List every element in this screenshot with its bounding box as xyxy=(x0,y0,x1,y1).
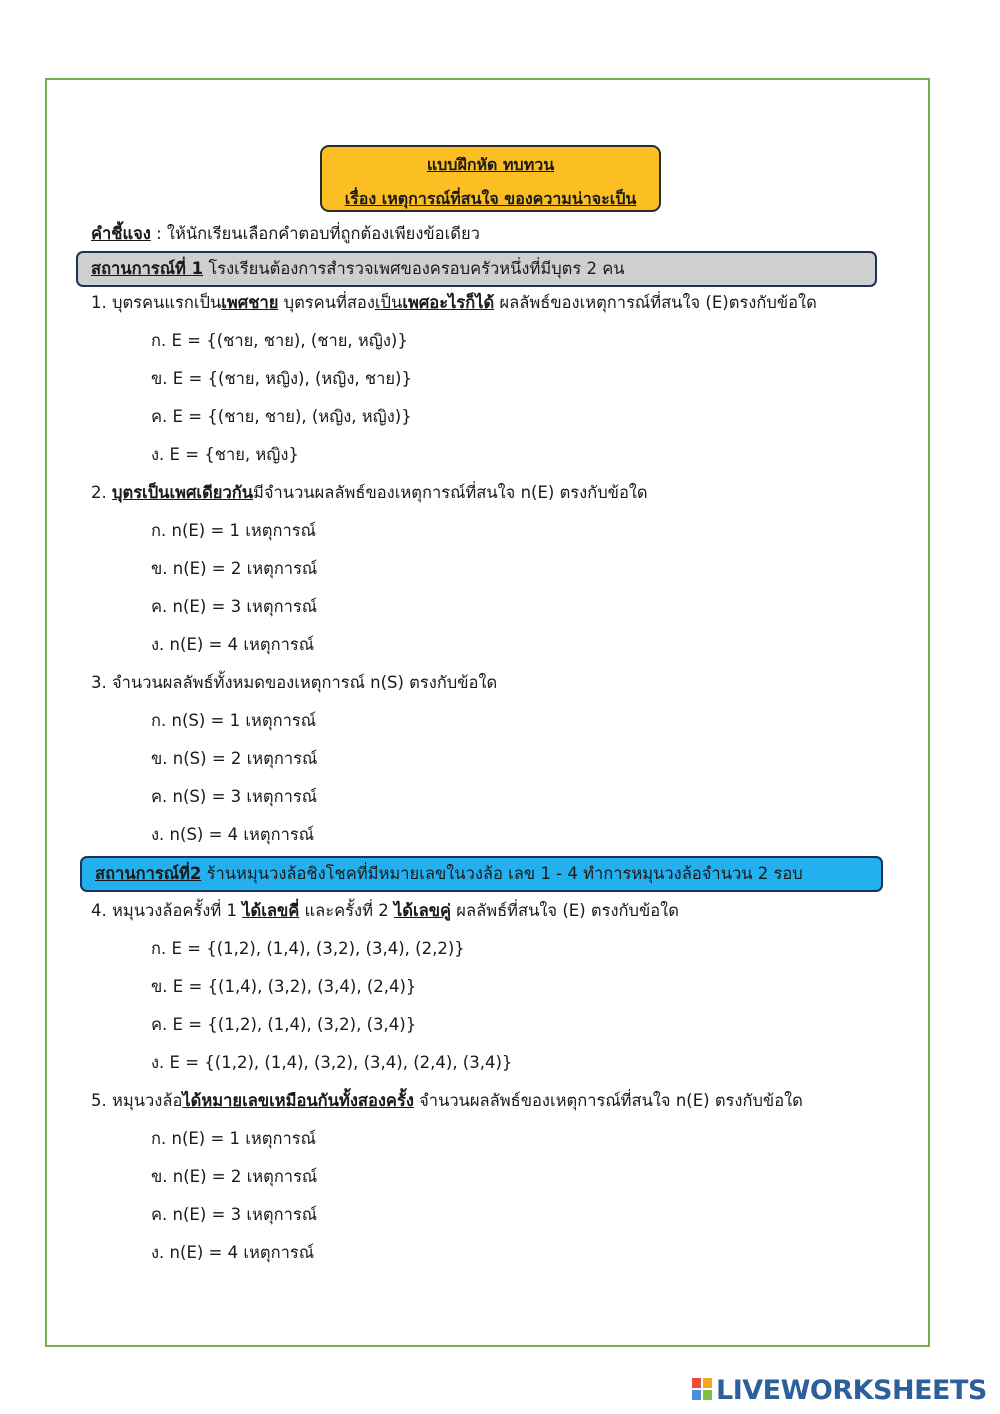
q2-option-1: ก. n(E) = 1 เหตุการณ์ xyxy=(151,521,316,540)
q4-emphasis-1: ได้เลขคี่ xyxy=(242,901,300,920)
situation-1-label: สถานการณ์ที่ 1 xyxy=(91,259,204,278)
q2-option-4: ง. n(E) = 4 เหตุการณ์ xyxy=(151,635,315,654)
q4-emphasis-2: ได้เลขคู่ xyxy=(393,901,452,920)
q1-option-1: ก. E = {(ชาย, ชาย), (ชาย, หญิง)} xyxy=(151,331,408,350)
q4-option-1: ก. E = {(1,2), (1,4), (3,2), (3,4), (2,2)} xyxy=(151,939,465,958)
title-line-1: แบบฝึกหัด ทบทวน xyxy=(426,155,555,174)
situation-1-box xyxy=(76,251,877,287)
q2-suffix: มีจำนวนผลลัพธ์ของเหตุการณ์ที่สนใจ n(E) ตรงกับข้อใด xyxy=(253,483,648,502)
q5-option-3: ค. n(E) = 3 เหตุการณ์ xyxy=(151,1205,317,1224)
q3-option-1: ก. n(S) = 1 เหตุการณ์ xyxy=(151,711,316,730)
q5-emphasis: ได้หมายเลขเหมือนกันทั้งสองครั้ง xyxy=(182,1091,414,1110)
title-box xyxy=(320,145,661,212)
q4-option-3: ค. E = {(1,2), (1,4), (3,2), (3,4)} xyxy=(151,1015,417,1034)
q4-prefix: 4. หมุนวงล้อครั้งที่ 1 xyxy=(91,901,243,920)
q2-emphasis: บุตรเป็นเพศเดียวกัน xyxy=(112,483,253,502)
situation-2-label: สถานการณ์ที่2 xyxy=(95,864,202,883)
q1-option-4: ง. E = {ชาย, หญิง} xyxy=(151,445,299,464)
q2-option-3: ค. n(E) = 3 เหตุการณ์ xyxy=(151,597,317,616)
situation-2-box xyxy=(80,856,883,892)
q1-middle: บุตรคนที่สอง xyxy=(278,293,375,312)
question-3: 3. จำนวนผลลัพธ์ทั้งหมดของเหตุการณ์ n(S) ตรงกับข้อใด xyxy=(91,673,498,692)
liveworksheets-logo[interactable]: LIVEWORKSHEETS xyxy=(716,1375,987,1406)
q5-option-1: ก. n(E) = 1 เหตุการณ์ xyxy=(151,1129,316,1148)
q4-suffix: ผลลัพธ์ที่สนใจ (E) ตรงกับข้อใด xyxy=(451,901,679,920)
q5-prefix: 5. หมุนวงล้อ xyxy=(91,1091,183,1110)
instruction xyxy=(91,223,480,245)
situation-1-text: โรงเรียนต้องการสำรวจเพศของครอบครัวหนึ่งที่มีบุตร 2 คน xyxy=(203,259,625,278)
q1-option-2: ข. E = {(ชาย, หญิง), (หญิง, ชาย)} xyxy=(151,369,412,388)
q1-emphasis-2a: เป็น xyxy=(374,293,403,312)
q3-option-4: ง. n(S) = 4 เหตุการณ์ xyxy=(151,825,315,844)
instruction-label: คำชี้แจง xyxy=(91,224,151,243)
q2-option-2: ข. n(E) = 2 เหตุการณ์ xyxy=(151,559,318,578)
q5-option-4: ง. n(E) = 4 เหตุการณ์ xyxy=(151,1243,315,1262)
q5-option-2: ข. n(E) = 2 เหตุการณ์ xyxy=(151,1167,318,1186)
question-2 xyxy=(91,482,648,504)
q4-middle: และครั้งที่ 2 xyxy=(299,901,394,920)
question-4 xyxy=(91,900,679,922)
q4-option-2: ข. E = {(1,4), (3,2), (3,4), (2,4)} xyxy=(151,977,417,996)
q4-option-4: ง. E = {(1,2), (1,4), (3,2), (3,4), (2,4), (3,4)} xyxy=(151,1053,513,1072)
q1-emphasis-1: เพศชาย xyxy=(221,293,279,312)
q3-option-2: ข. n(S) = 2 เหตุการณ์ xyxy=(151,749,318,768)
liveworksheets-logo-icon xyxy=(692,1378,712,1400)
q1-prefix: 1. บุตรคนแรกเป็น xyxy=(91,293,222,312)
instruction-text: : ให้นักเรียนเลือกคำตอบที่ถูกต้องเพียงข้อเดียว xyxy=(150,224,480,243)
q5-suffix: จำนวนผลลัพธ์ของเหตุการณ์ที่สนใจ n(E) ตรงกับข้อใด xyxy=(413,1091,803,1110)
question-5 xyxy=(91,1090,803,1112)
q2-prefix: 2. xyxy=(91,483,112,502)
q1-suffix: ผลลัพธ์ของเหตุการณ์ที่สนใจ (E)ตรงกับข้อใด xyxy=(494,293,817,312)
question-1 xyxy=(91,292,817,314)
q1-option-3: ค. E = {(ชาย, ชาย), (หญิง, หญิง)} xyxy=(151,407,412,426)
title-line-2: เรื่อง เหตุการณ์ที่สนใจ ของความน่าจะเป็น xyxy=(344,189,637,208)
q1-emphasis-2b: เพศอะไรก็ได้ xyxy=(402,293,495,312)
situation-2-text: ร้านหมุนวงล้อชิงโชคที่มีหมายเลขในวงล้อ เลข 1 - 4 ทำการหมุนวงล้อจำนวน 2 รอบ xyxy=(201,864,803,883)
q3-option-3: ค. n(S) = 3 เหตุการณ์ xyxy=(151,787,318,806)
